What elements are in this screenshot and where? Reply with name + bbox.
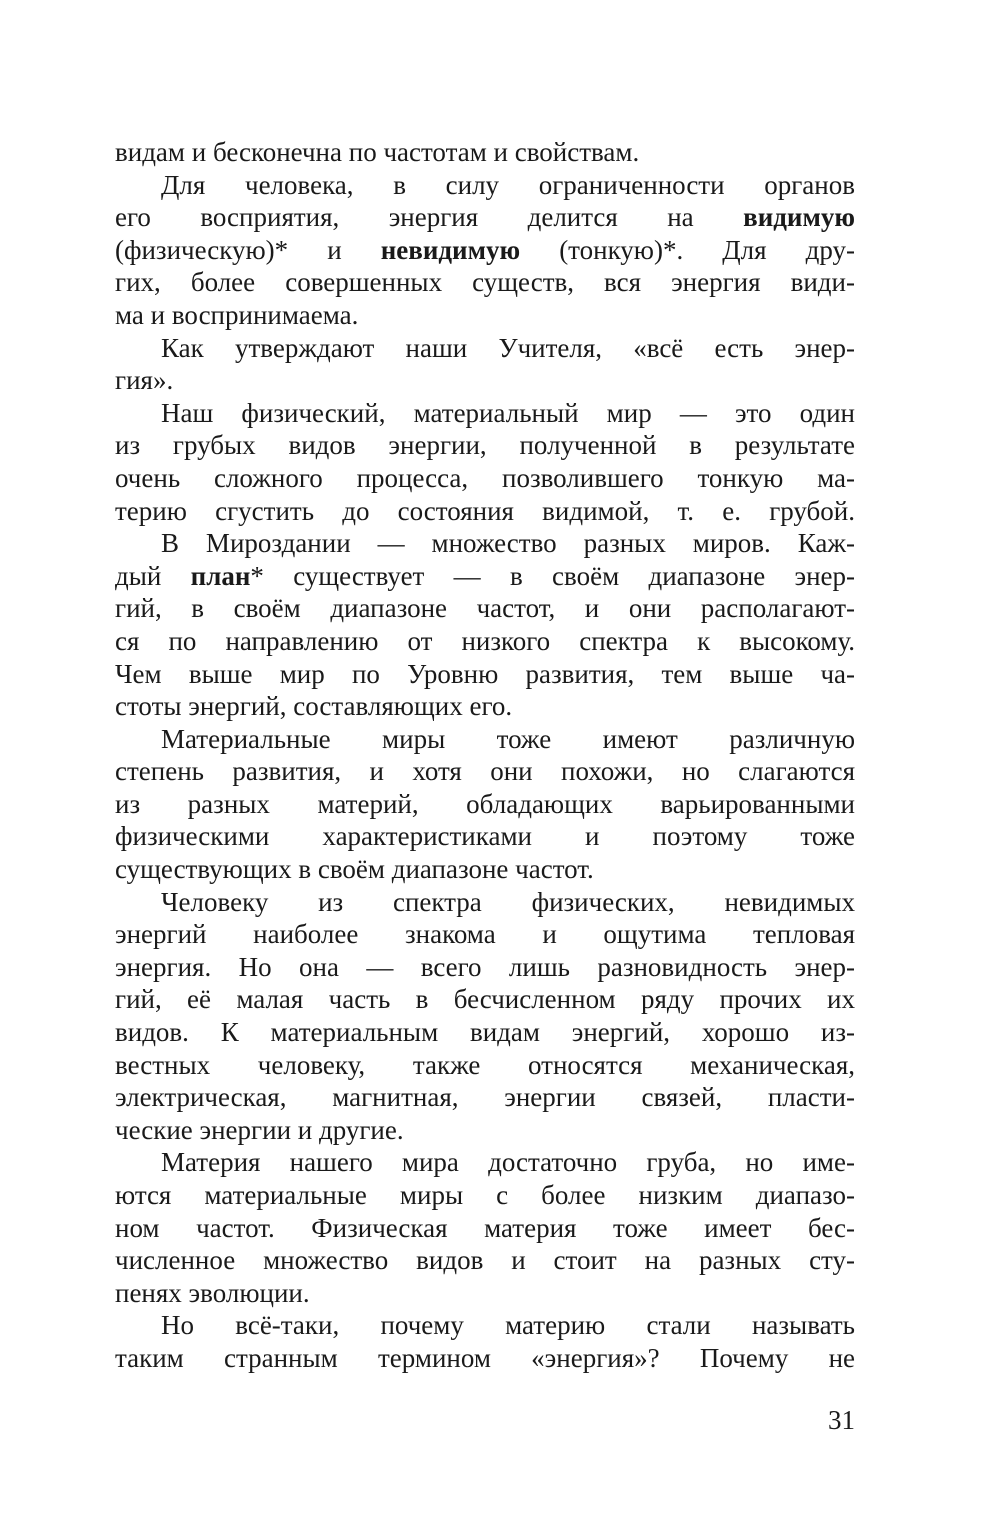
text-line [115, 169, 855, 202]
text-run: Чем выше мир по Уровню развития, тем выше ча- [115, 658, 855, 689]
text-run: Для человека, в силу ограниченности органов [161, 169, 855, 200]
text-run: В Мироздании — множество разных миров. Каж- [161, 528, 855, 559]
text-run: численное множество видов и стоит на разных сту- [115, 1245, 855, 1276]
text-line [115, 853, 855, 886]
text-run: Наш физический, материальный мир — это один [161, 397, 855, 428]
text-line [115, 1277, 855, 1310]
text-run: степень развития, и хотя они похожи, но слагаются [115, 756, 855, 787]
text-run: энергия. Но она — всего лишь разновидность энер- [115, 951, 855, 982]
text-run: Материя нашего мира достаточно груба, но име- [161, 1147, 855, 1178]
text-run: видов. К материальным видам энергий, хорошо из- [115, 1017, 855, 1048]
text-run: физическими характеристиками и поэтому тоже [115, 821, 855, 852]
text-line [115, 723, 855, 756]
text-line [115, 1081, 855, 1114]
text-line [115, 332, 855, 365]
bold-text-run: невидимую [380, 234, 521, 265]
text-line [115, 462, 855, 495]
text-line [115, 820, 855, 853]
text-line [115, 886, 855, 919]
text-block [115, 136, 855, 1375]
text-run: видам и бесконечна по частотам и свойствам. [115, 137, 640, 167]
text-line [115, 1049, 855, 1082]
text-line [115, 429, 855, 462]
page-number: 31 [828, 1405, 855, 1435]
text-run: ма и воспринимаема. [115, 299, 359, 330]
text-line [115, 625, 855, 658]
text-line [115, 364, 855, 397]
text-line [115, 1212, 855, 1245]
text-line [115, 1146, 855, 1179]
text-run: гий, в своём диапазоне частот, и они располагают- [115, 593, 855, 624]
text-line [115, 234, 855, 267]
text-run: гих, более совершенных существ, вся энергия види- [115, 267, 855, 298]
text-run: дый [115, 560, 191, 591]
text-run: стоты энергий, составляющих его. [115, 691, 513, 722]
text-run: энергий наиболее знакома и ощутима тепловая [115, 919, 855, 950]
text-line [115, 1016, 855, 1049]
text-run: Как утверждают наши Учителя, «всё есть энер- [161, 332, 855, 363]
bold-text-run: видимую [743, 202, 855, 233]
text-line [115, 527, 855, 560]
text-line [115, 755, 855, 788]
text-line [115, 690, 855, 723]
text-line [115, 592, 855, 625]
text-run: (тонкую)*. Для дру- [520, 234, 855, 265]
text-line [115, 1114, 855, 1147]
text-run: таким странным термином «энергия»? Почему не [115, 1342, 855, 1373]
text-run: гия». [115, 365, 174, 396]
text-run: ся по направлению от низкого спектра к высокому. [115, 625, 855, 656]
text-line [115, 136, 855, 169]
text-line [115, 201, 855, 234]
text-run: существующих в своём диапазоне частот. [115, 854, 594, 885]
text-run: гий, её малая часть в бесчисленном ряду прочих их [115, 984, 855, 1015]
text-line [115, 918, 855, 951]
text-line [115, 1309, 855, 1342]
text-run: Человеку из спектра физических, невидимых [161, 886, 855, 917]
text-line [115, 788, 855, 821]
text-line [115, 951, 855, 984]
text-run: (физическую)* и [115, 234, 381, 265]
text-line [115, 983, 855, 1016]
text-line [115, 1342, 855, 1375]
text-line [115, 1179, 855, 1212]
text-run: ются материальные миры с более низким диапазо- [115, 1180, 855, 1210]
text-line [115, 1244, 855, 1277]
text-run: из разных материй, обладающих варьированными [115, 788, 855, 819]
text-run: терию сгустить до состояния видимой, т. е. грубой. [115, 495, 855, 526]
text-line [115, 495, 855, 528]
text-run: Материальные миры тоже имеют различную [161, 723, 855, 754]
text-run: вестных человеку, также относятся механическая, [115, 1049, 855, 1080]
text-run: ном частот. Физическая материя тоже имеет бес- [115, 1212, 855, 1243]
text-run: очень сложного процесса, позволившего тонкую ма- [115, 462, 855, 493]
text-line [115, 266, 855, 299]
text-line [115, 299, 855, 332]
bold-text-run: план [190, 560, 251, 591]
text-run: ческие энергии и другие. [115, 1114, 404, 1145]
text-line [115, 560, 855, 593]
text-run: электрическая, магнитная, энергии связей, пласти- [115, 1082, 855, 1113]
text-run: * существует — в своём диапазоне энер- [250, 560, 856, 591]
text-run: Но всё-таки, почему материю стали называть [161, 1310, 855, 1341]
text-run: пенях эволюции. [115, 1277, 310, 1308]
text-line [115, 397, 855, 430]
text-run: из грубых видов энергии, полученной в результате [115, 430, 855, 461]
text-run: его восприятия, энергия делится на [115, 202, 744, 233]
text-line [115, 658, 855, 691]
